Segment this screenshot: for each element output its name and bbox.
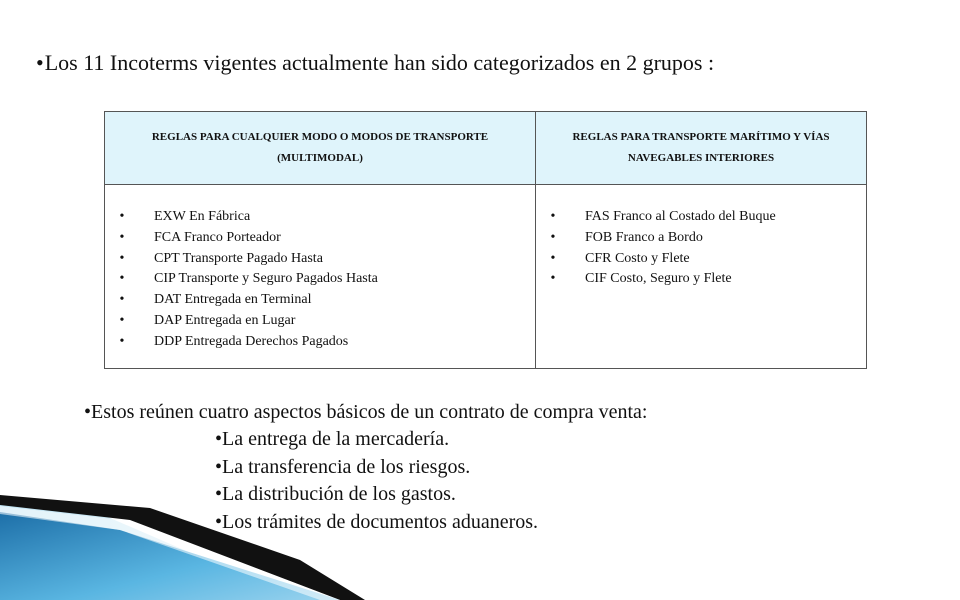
bullet-icon: • (119, 250, 125, 266)
bullet-icon: • (36, 50, 44, 75)
bullet-icon: • (215, 510, 223, 533)
maritime-cell (536, 185, 867, 369)
bullet-icon: • (119, 209, 125, 224)
list-item-text: La entrega de la mercadería. (222, 428, 450, 450)
bullet-icon: • (119, 312, 125, 328)
bullet-icon: • (119, 292, 125, 308)
list-item-text: Los trámites de documentos aduaneros. (222, 510, 539, 533)
list-item (215, 454, 538, 482)
intro-text: Los 11 Incoterms vigentes actualmente han sido categorizados en 2 grupos : (44, 50, 715, 75)
bullet-icon: • (215, 428, 223, 450)
bullet-icon: • (84, 401, 92, 423)
header-maritime: REGLAS PARA TRANSPORTE MARÍTIMO Y VÍAS NAVEGABLES INTERIORES (536, 112, 867, 185)
list-item (117, 311, 535, 332)
bullet-icon: • (550, 250, 556, 266)
list-item-text: DAP Entregada en Lugar (154, 312, 296, 328)
list-item-text: FAS Franco al Costado del Buque (585, 209, 776, 224)
aspects-paragraph (84, 398, 648, 426)
list-item (117, 332, 535, 353)
list-item-text: La transferencia de los riesgos. (222, 455, 471, 478)
list-item-text: FOB Franco a Bordo (585, 229, 703, 245)
list-item (548, 207, 866, 228)
list-item (117, 228, 535, 249)
bullet-icon: • (550, 209, 556, 224)
list-item (117, 269, 535, 290)
list-item-text: La distribución de los gastos. (222, 483, 456, 506)
list-item (117, 290, 535, 311)
multimodal-list (117, 207, 535, 353)
maritime-list (548, 207, 866, 290)
list-item-text: CFR Costo y Flete (585, 250, 690, 266)
bullet-icon: • (550, 271, 556, 287)
list-item (215, 481, 538, 509)
list-item (117, 249, 535, 270)
list-item-text: EXW En Fábrica (154, 209, 251, 224)
table-body-row (105, 185, 867, 369)
bullet-icon: • (550, 229, 556, 245)
aspects-list (215, 426, 538, 536)
table-header-row (105, 112, 867, 185)
bullet-icon: • (119, 229, 125, 245)
bullet-icon: • (119, 271, 125, 287)
list-item (548, 249, 866, 270)
list-item (548, 228, 866, 249)
list-item-text: DDP Entregada Derechos Pagados (154, 333, 349, 349)
aspects-text: Estos reúnen cuatro aspectos básicos de un contrato de compra venta: (91, 401, 648, 423)
bullet-icon: • (119, 333, 125, 349)
bullet-icon: • (215, 483, 223, 506)
list-item-text: FCA Franco Porteador (154, 229, 281, 245)
list-item (117, 207, 535, 228)
list-item-text: CPT Transporte Pagado Hasta (154, 250, 323, 266)
bullet-icon: • (215, 455, 223, 478)
list-item (215, 509, 538, 537)
incoterms-table (104, 111, 867, 369)
multimodal-cell (105, 185, 536, 369)
list-item-text: CIF Costo, Seguro y Flete (585, 271, 732, 287)
list-item (215, 426, 538, 454)
list-item-text: DAT Entregada en Terminal (154, 292, 312, 308)
list-item-text: CIP Transporte y Seguro Pagados Hasta (154, 271, 378, 287)
list-item (548, 269, 866, 290)
header-multimodal: REGLAS PARA CUALQUIER MODO O MODOS DE TRANSPORTE (MULTIMODAL) (105, 112, 536, 185)
intro-paragraph (36, 48, 714, 78)
